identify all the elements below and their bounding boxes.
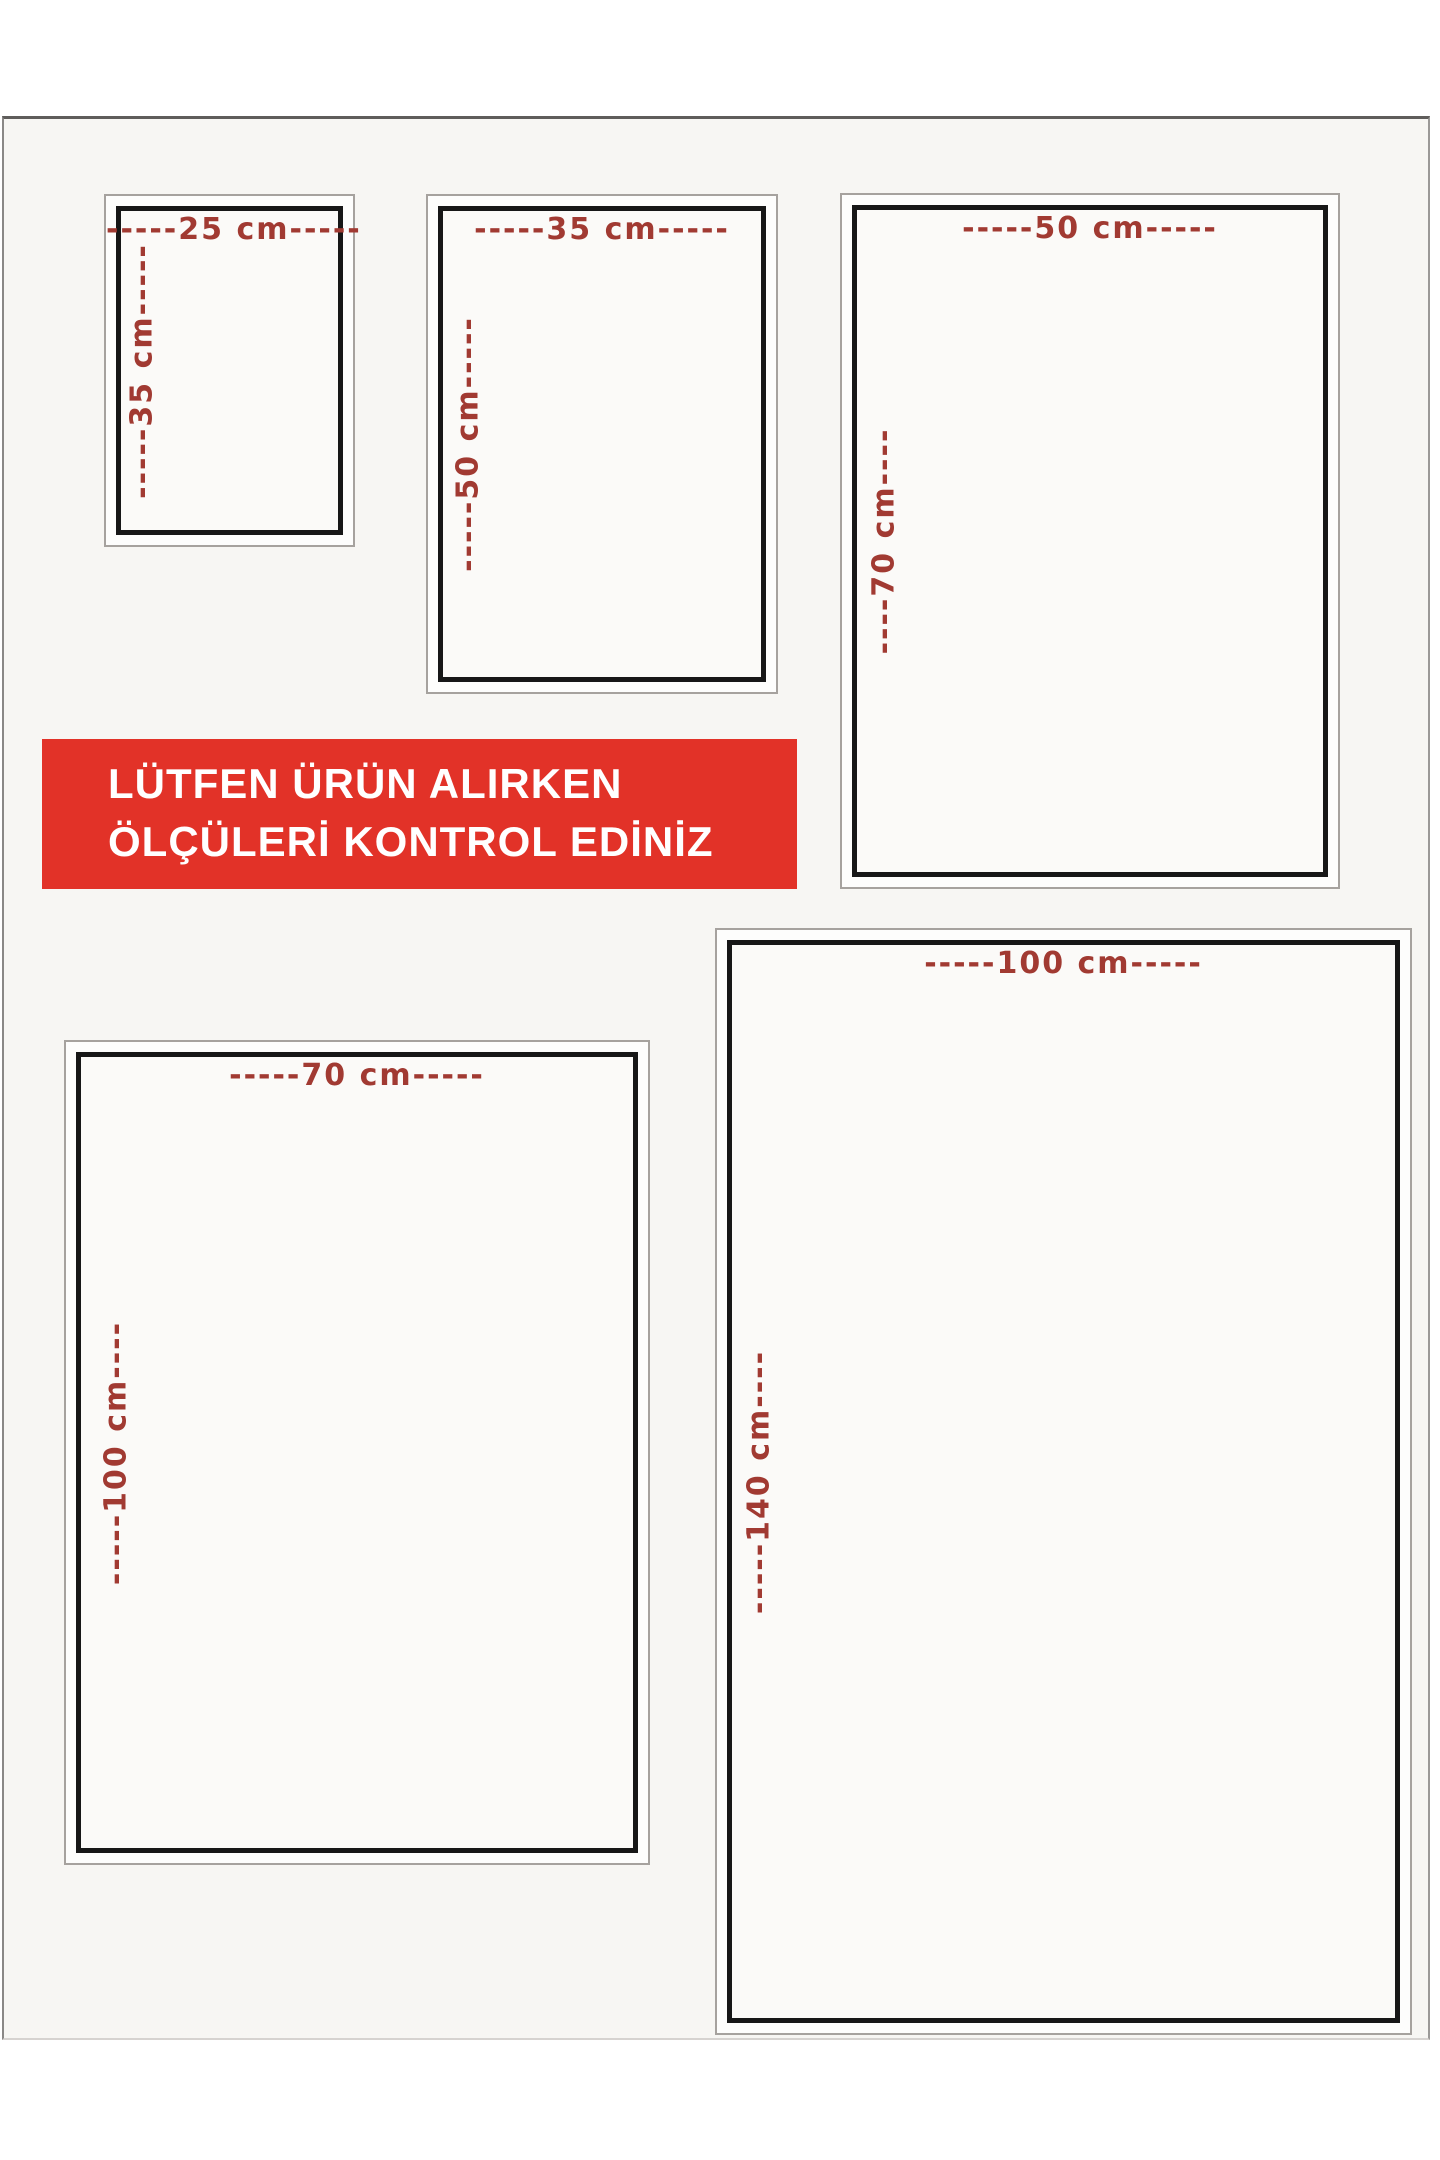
- warning-text-line-2: ÖLÇÜLERİ KONTROL EDİNİZ: [108, 818, 714, 865]
- width-dimension-label: -----100 cm-----: [924, 946, 1203, 981]
- width-dimension-label: -----50 cm-----: [962, 211, 1218, 246]
- height-dimension-label: -----50 cm-----: [450, 316, 486, 572]
- size-box-50x70: [840, 193, 1340, 889]
- size-box-35x50: [426, 194, 778, 694]
- width-dimension-label: -----70 cm-----: [229, 1058, 485, 1093]
- width-dimension-label: -----25 cm-----: [106, 212, 362, 247]
- warning-text-line-1: LÜTFEN ÜRÜN ALIRKEN: [108, 760, 623, 807]
- size-box-70x100-frame: [76, 1052, 638, 1853]
- height-dimension-label: -----140 cm----: [741, 1349, 777, 1614]
- height-dimension-label: -----100 cm----: [98, 1320, 134, 1585]
- width-dimension-label: -----35 cm-----: [474, 212, 730, 247]
- size-box-100x140-frame: [727, 940, 1400, 2023]
- size-box-70x100: [64, 1040, 650, 1865]
- photo-sheet-area: [2, 116, 1430, 2040]
- size-box-50x70-frame: [852, 205, 1328, 877]
- size-check-warning-banner: [42, 739, 797, 889]
- height-dimension-label: ----70 cm----: [866, 427, 902, 655]
- size-box-35x50-frame: [438, 206, 766, 682]
- size-box-25x35: [104, 194, 362, 547]
- size-box-100x140: [715, 928, 1412, 2035]
- height-dimension-label: -----35 cm-----: [124, 242, 160, 499]
